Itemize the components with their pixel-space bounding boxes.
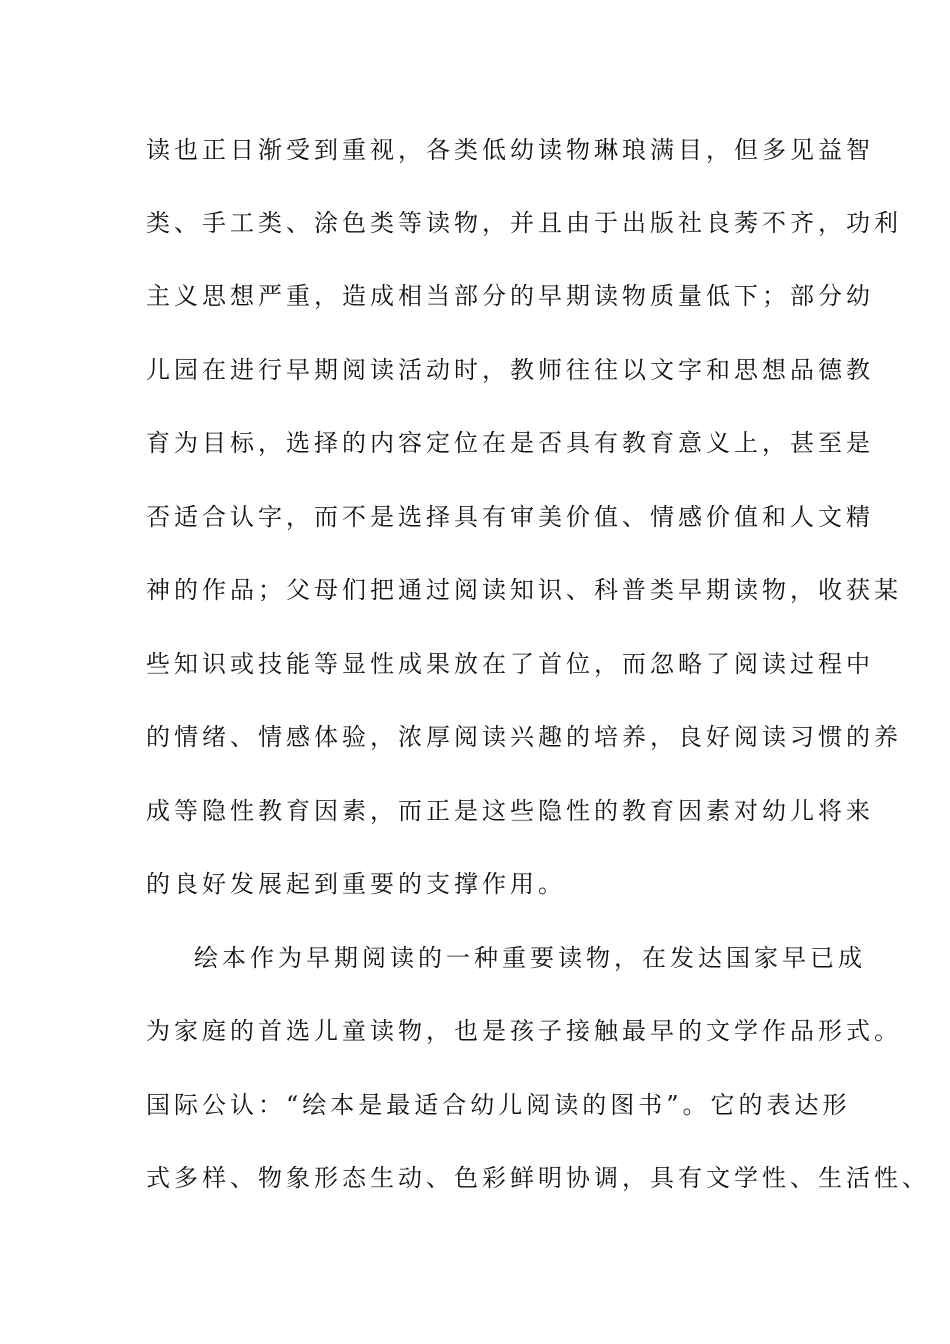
text-line: 否适合认字，而不是选择具有审美价值、情感价值和人文精 (146, 503, 874, 531)
text-line: 些知识或技能等显性成果放在了首位，而忽略了阅读过程中 (146, 650, 874, 678)
text-line: 主义思想严重，造成相当部分的早期读物质量低下；部分幼 (146, 282, 874, 310)
text-line: 类、手工类、涂色类等读物，并且由于出版社良莠不齐，功利 (146, 209, 902, 237)
text-line: 的情绪、情感体验，浓厚阅读兴趣的培养，良好阅读习惯的养 (146, 723, 902, 751)
text-line: 的良好发展起到重要的支撑作用。 (146, 870, 566, 898)
text-line: 国际公认：“绘本是最适合幼儿阅读的图书”。它的表达形 (146, 1091, 851, 1119)
text-line: 式多样、物象形态生动、色彩鲜明协调，具有文学性、生活性、 (146, 1164, 930, 1192)
text-line: 育为目标，选择的内容定位在是否具有教育意义上，甚至是 (146, 429, 874, 457)
text-line: 神的作品；父母们把通过阅读知识、科普类早期读物，收获某 (146, 576, 902, 604)
text-line: 为家庭的首选儿童读物，也是孩子接触最早的文学作品形式。 (146, 1017, 902, 1045)
text-line: 儿园在进行早期阅读活动时，教师往往以文字和思想品德教 (146, 356, 874, 384)
text-line: 读也正日渐受到重视，各类低幼读物琳琅满目，但多见益智 (146, 136, 874, 164)
text-line: 绘本作为早期阅读的一种重要读物，在发达国家早已成 (194, 944, 866, 972)
text-line: 成等隐性教育因素，而正是这些隐性的教育因素对幼儿将来 (146, 797, 874, 825)
